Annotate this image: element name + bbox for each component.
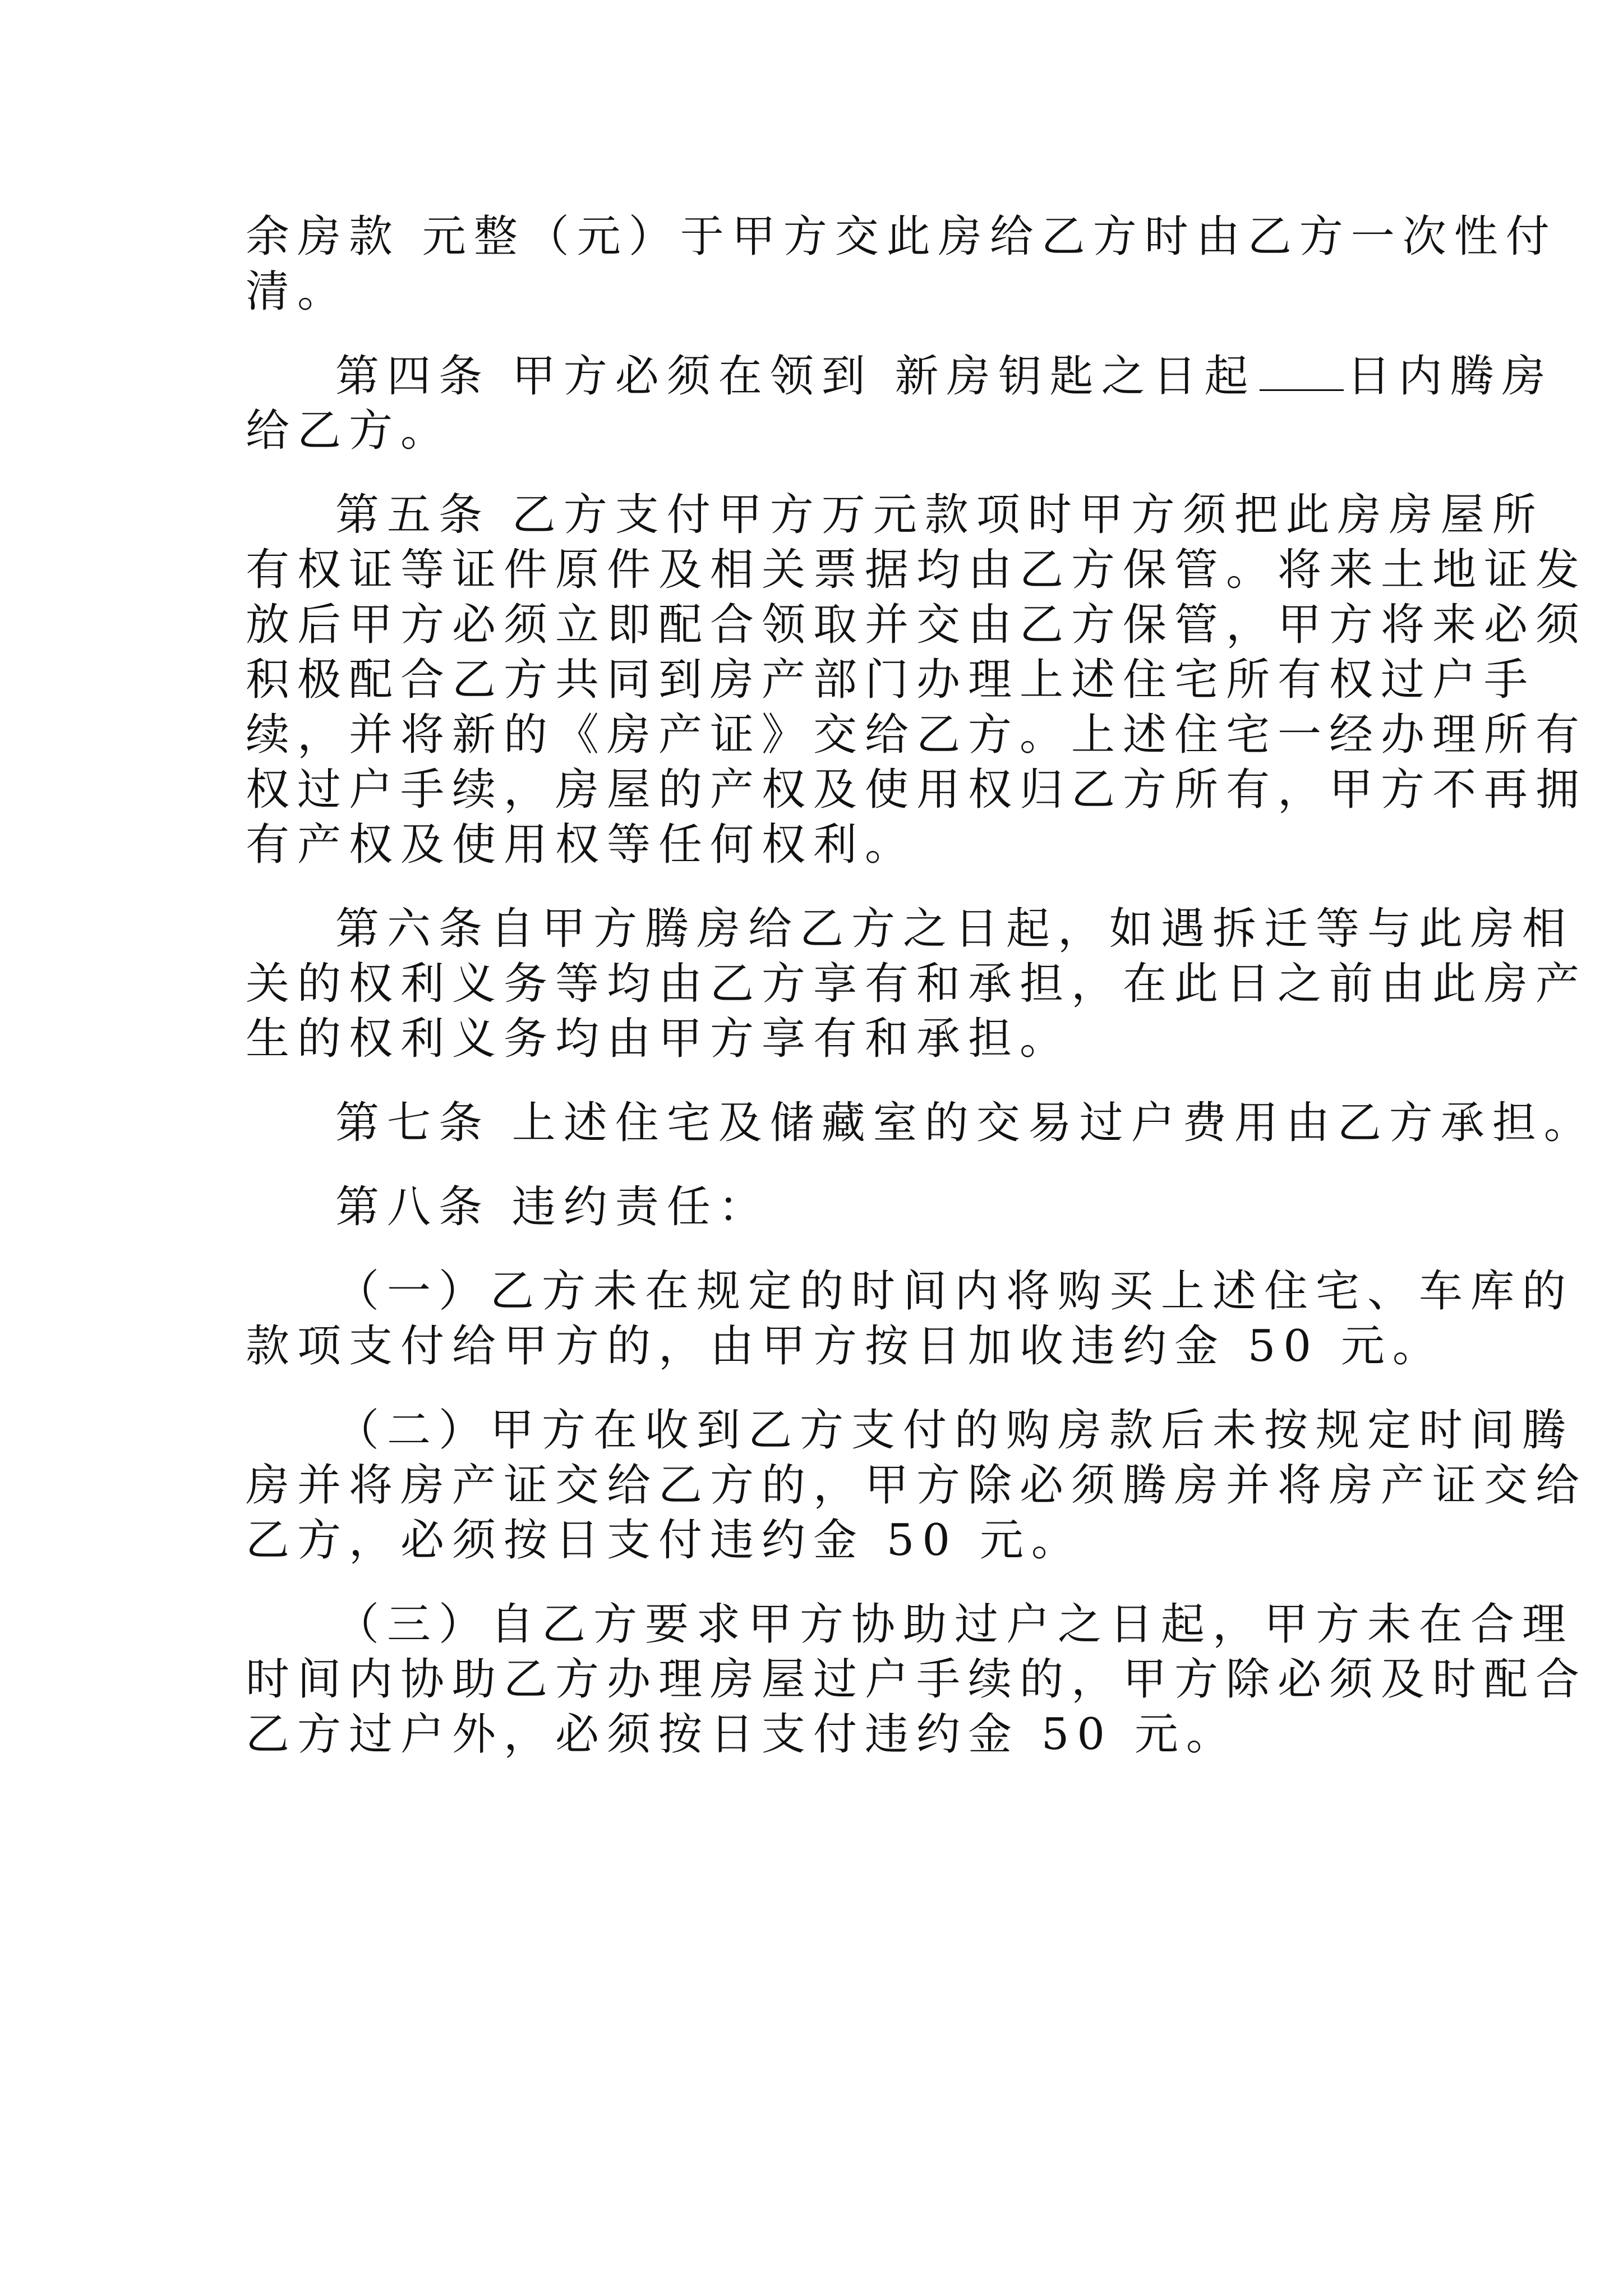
clause-7-line: 第七条 上述住宅及储藏室的交易过户费用由乙方承担。 xyxy=(335,1098,1596,1148)
clause-4-line xyxy=(246,350,1553,402)
clause-5-first-line: 第五条 乙方支付甲方万元款项时甲方须把此房房屋所 xyxy=(335,490,1544,540)
document-body xyxy=(246,211,1596,1764)
text-line: 有权证等证件原件及相关票据均由乙方保管。将来土地证发 xyxy=(246,545,1588,595)
text-line: 房并将房产证交给乙方的，甲方除必须腾房并将房产证交给 xyxy=(246,1460,1588,1511)
text-line: 时间内协助乙方办理房屋过户手续的，甲方除必须及时配合 xyxy=(246,1654,1588,1705)
clause-8-heading: 第八条 违约责任： xyxy=(335,1182,770,1232)
text-line: 给乙方。 xyxy=(246,406,453,456)
fill-in-blank xyxy=(1260,350,1344,391)
clause-8-item-2-first-line: （二）甲方在收到乙方支付的购房款后未按规定时间腾 xyxy=(335,1405,1574,1456)
clause-8-item-1-first-line: （一）乙方未在规定的时间内将购买上述住宅、车库的 xyxy=(335,1266,1574,1317)
text-line: 乙方，必须按日支付违约金 50 元。 xyxy=(246,1515,1083,1566)
text-line: 权过户手续，房屋的产权及使用权归乙方所有，甲方不再拥 xyxy=(246,765,1588,815)
text-line: 有产权及使用权等任何权利。 xyxy=(246,820,917,870)
clause-4-text: 第四条 甲方必须在领到 新房钥匙之日起 xyxy=(335,351,1256,402)
text-line: 积极配合乙方共同到房产部门办理上述住宅所有权过户手 xyxy=(246,655,1536,705)
text-line: 乙方过户外，必须按日支付违约金 50 元。 xyxy=(246,1709,1238,1760)
clause-8-item-3-first-line: （三）自乙方要求甲方协助过户之日起，甲方未在合理 xyxy=(335,1599,1574,1650)
text-line: 清。 xyxy=(246,266,349,317)
text-line: 放后甲方必须立即配合领取并交由乙方保管，甲方将来必须 xyxy=(246,600,1588,650)
text-line: 关的权利义务等均由乙方享有和承担，在此日之前由此房产 xyxy=(246,959,1588,1009)
text-line: 续，并将新的《房产证》交给乙方。上述住宅一经办理所有 xyxy=(246,710,1588,760)
text-line: 生的权利义务均由甲方享有和承担。 xyxy=(246,1014,1072,1064)
clause-4-tail: 日内腾房 xyxy=(1347,351,1553,402)
text-line: 余房款 元整（元）于甲方交此房给乙方时由乙方一次性付 xyxy=(246,211,1557,262)
clause-6-first-line: 第六条自甲方腾房给乙方之日起，如遇拆迁等与此房相 xyxy=(335,904,1574,954)
text-line: 款项支付给甲方的，由甲方按日加收违约金 50 元。 xyxy=(246,1321,1444,1372)
